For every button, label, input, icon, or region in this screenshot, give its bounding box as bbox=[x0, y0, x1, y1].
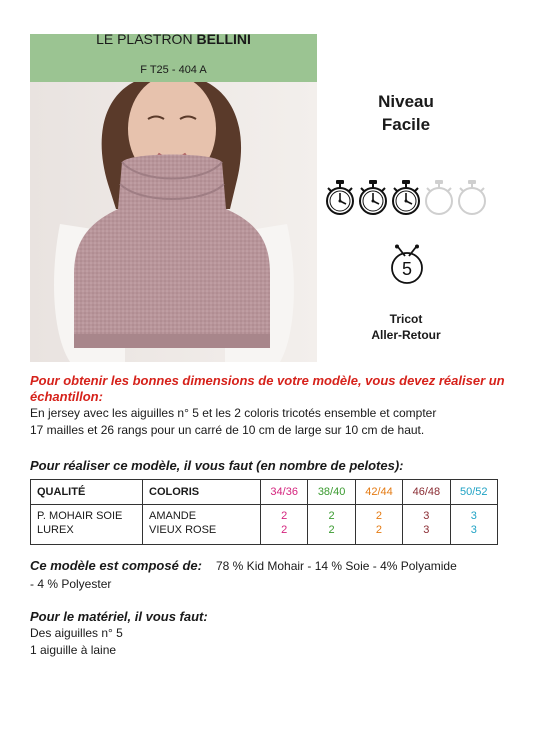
composition-section bbox=[30, 557, 510, 593]
stopwatch-filled-icon bbox=[390, 180, 422, 216]
gauge-heading: Pour obtenir les bonnes dimensions de votre modèle, vous devez réaliser un échantillon: bbox=[30, 373, 505, 404]
col-size-42-44: 42/44 bbox=[355, 480, 402, 505]
col-size-38-40: 38/40 bbox=[308, 480, 355, 505]
gauge-line1: En jersey avec les aiguilles n° 5 et les 2 coloris tricotés ensemble et compter bbox=[30, 406, 437, 420]
level-label: Niveau bbox=[378, 92, 434, 111]
quality-cell bbox=[31, 505, 143, 545]
pattern-title: LE PLASTRON BELLINI bbox=[96, 34, 251, 47]
title-band bbox=[30, 34, 317, 82]
gauge-section bbox=[30, 373, 510, 439]
requirements-heading: Pour réaliser ce modèle, il vous faut (en nombre de pelotes): bbox=[30, 458, 404, 473]
technique-line2: Aller-Retour bbox=[371, 328, 441, 342]
qty: 2 bbox=[375, 524, 383, 536]
table-header-row bbox=[31, 480, 498, 505]
quality-2: LUREX bbox=[37, 524, 74, 536]
qty: 2 bbox=[328, 510, 335, 522]
technique-line1: Tricot bbox=[389, 312, 423, 326]
color-cell bbox=[143, 505, 261, 545]
qty-cell bbox=[403, 505, 450, 545]
product-photo bbox=[30, 34, 317, 362]
col-size-50-52: 50/52 bbox=[450, 480, 497, 505]
pattern-reference: F T25 - 404 A bbox=[140, 64, 207, 76]
qty: 2 bbox=[375, 510, 383, 522]
qty: 3 bbox=[423, 510, 430, 522]
col-size-46-48: 46/48 bbox=[403, 480, 450, 505]
stopwatch-filled-icon bbox=[324, 180, 356, 216]
col-quality: QUALITÉ bbox=[31, 480, 143, 505]
qty: 2 bbox=[281, 524, 288, 536]
qty: 2 bbox=[328, 524, 335, 536]
color-1: AMANDE bbox=[149, 510, 197, 522]
material-item-2: 1 aiguille à laine bbox=[30, 643, 117, 657]
difficulty-stopwatches bbox=[324, 180, 494, 220]
col-color: COLORIS bbox=[143, 480, 261, 505]
stopwatch-empty-icon bbox=[456, 180, 488, 216]
qty-cell bbox=[450, 505, 497, 545]
stopwatch-filled-icon bbox=[357, 180, 389, 216]
composition-heading: Ce modèle est composé de: bbox=[30, 558, 202, 573]
composition-line2: - 4 % Polyester bbox=[30, 577, 112, 591]
materials-section bbox=[30, 609, 510, 659]
qty-cell bbox=[261, 505, 308, 545]
technique bbox=[346, 311, 466, 343]
gauge-line2: 17 mailles et 26 rangs pour un carré de 10 cm de large sur 10 cm de haut. bbox=[30, 423, 425, 437]
model-illustration bbox=[30, 34, 317, 362]
qty: 2 bbox=[281, 510, 288, 522]
col-size-34-36: 34/36 bbox=[261, 480, 308, 505]
materials-heading: Pour le matériel, il vous faut: bbox=[30, 609, 208, 624]
qty-cell bbox=[308, 505, 355, 545]
composition-line1: 78 % Kid Mohair - 14 % Soie - 4% Polyamide bbox=[216, 559, 457, 573]
table-row bbox=[31, 505, 498, 545]
difficulty-level bbox=[346, 90, 466, 136]
material-item-1: Des aiguilles n° 5 bbox=[30, 626, 123, 640]
qty-cell bbox=[355, 505, 402, 545]
qty: 3 bbox=[470, 524, 477, 536]
stopwatch-empty-icon bbox=[423, 180, 455, 216]
qty: 3 bbox=[470, 510, 477, 522]
qty: 3 bbox=[423, 524, 430, 536]
needle-size-number: 5 bbox=[401, 259, 413, 279]
level-value: Facile bbox=[381, 115, 431, 134]
quality-1: P. MOHAIR SOIE bbox=[37, 510, 123, 522]
yarn-requirements-table bbox=[30, 479, 498, 545]
color-2: VIEUX ROSE bbox=[149, 524, 217, 536]
needle-size-icon bbox=[386, 244, 428, 286]
